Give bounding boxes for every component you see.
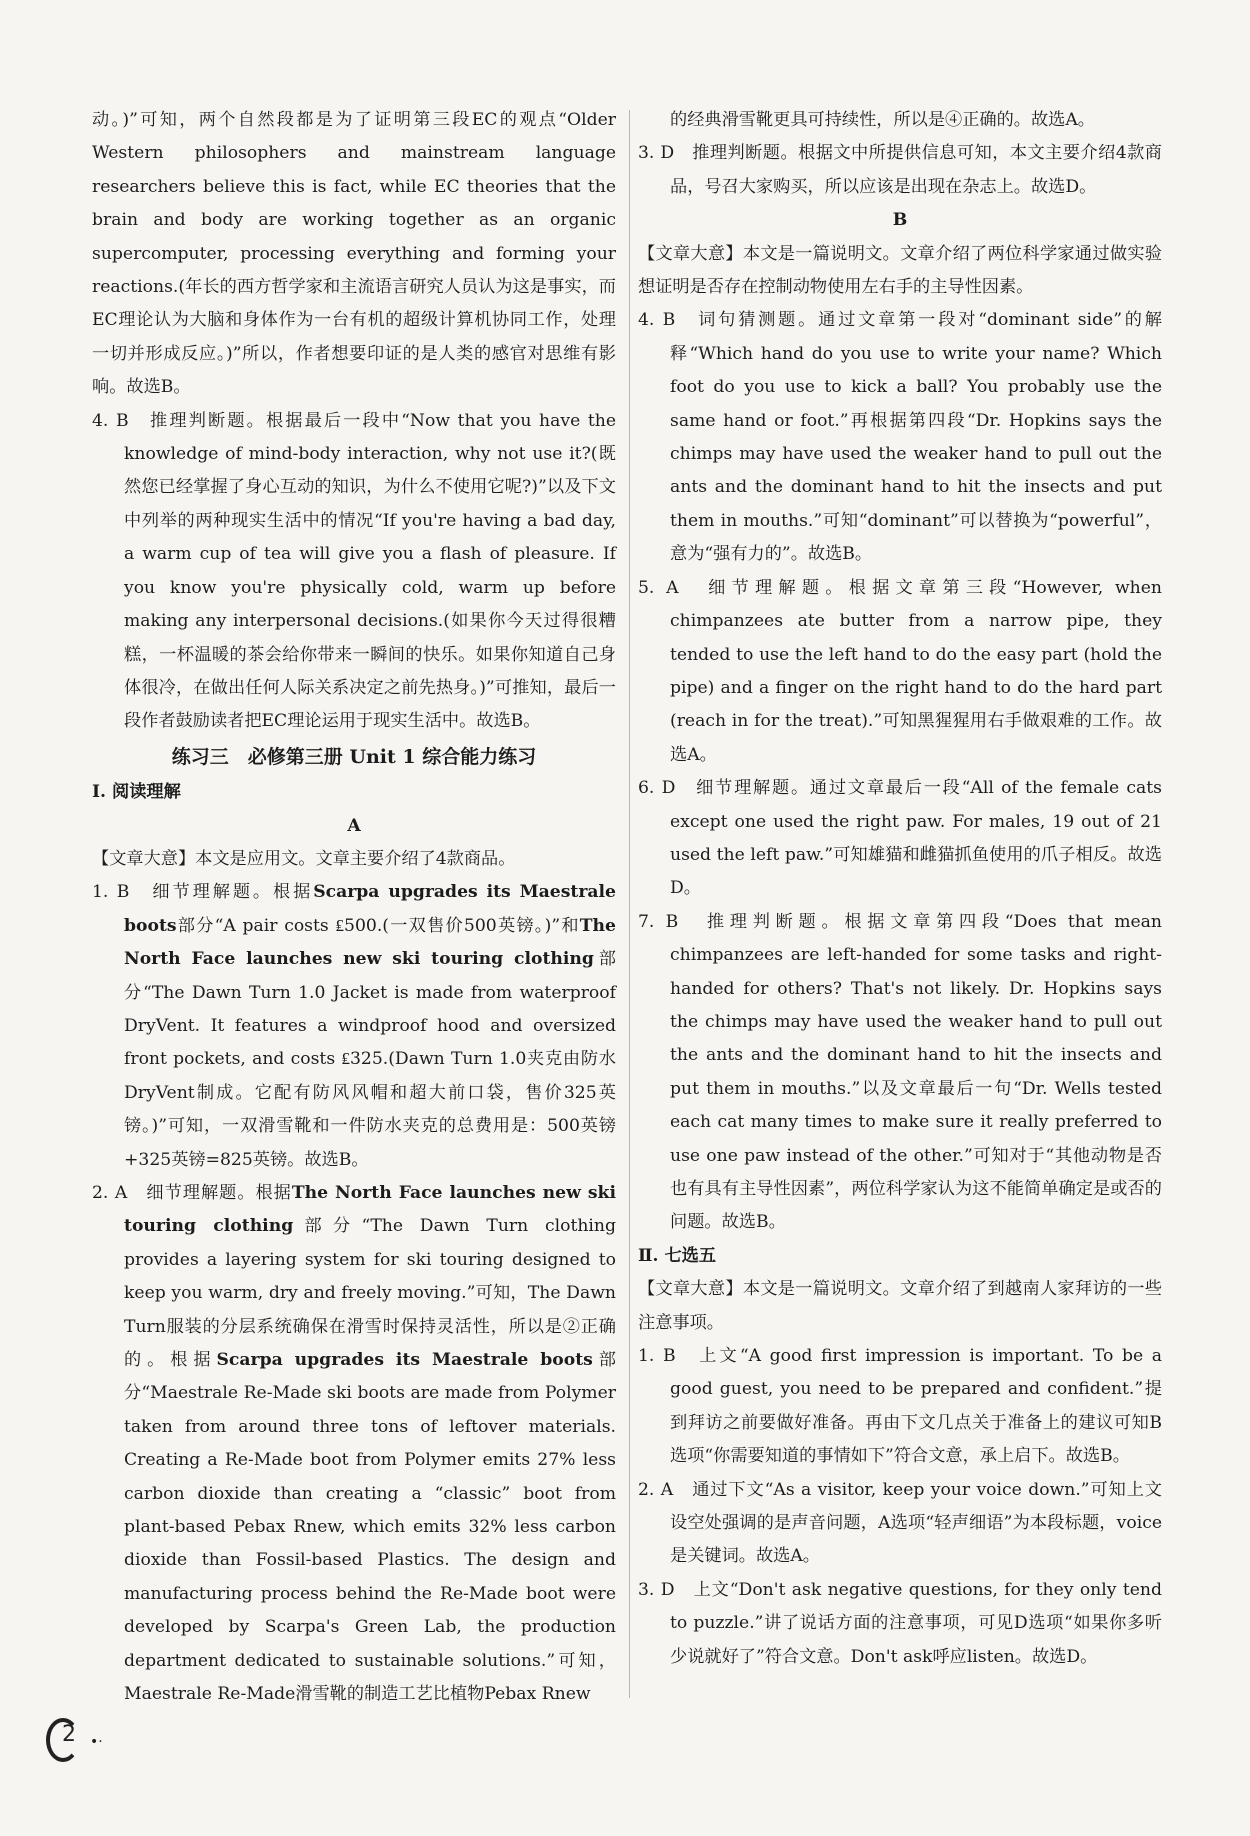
subsection-a-label: A — [347, 815, 361, 836]
part2-heading: Ⅱ. 七选五 — [638, 1245, 717, 1266]
answer-b5: 5. A 细节理解题。根据文章第三段“However, when chimpanzees ate butter from a narrow pipe, they tended to use the left hand to do the easy part (hold the pipe) and a finger on the right hand to do the hard part (reach in for the treat).”可知黑猩猩用右手做艰难的工作。故选A。 — [638, 577, 1162, 765]
dots-icon: •· — [90, 1734, 103, 1750]
summary-a: 【文章大意】本文是应用文。文章主要介绍了4款商品。 — [92, 848, 516, 869]
subsection-b-label: B — [892, 210, 908, 231]
page-number: 2 — [62, 1722, 76, 1747]
answer-s3: 3. D 上文“Don't ask negative questions, for they only tend to puzzle.”讲了说话方面的注意事项，可见D选项“如果你多听少说就好了”符合文意。Don't ask呼应listen。故选D。 — [638, 1579, 1162, 1667]
answer-b4: 4. B 词句猜测题。通过文章第一段对“dominant side”的解释“Which hand do you use to write your name? Which foot do you use to kick a ball? You probably use the same hand or foot.”再根据第四段“Dr. Hopkins says the chimps may have used the weaker hand to pull out the ants and the dominant hand to hit the insects and put them in mouths.”可知“dominant”可以替换为“powerful”，意为“强有力的”。故选B。 — [638, 310, 1162, 565]
answer-a2: 2. A 细节理解题。根据The North Face launches new ski touring clothing部分“The Dawn Turn clothing provides a layering system for ski touring designed to keep you warm, dry and freely moving.”可知，The Dawn Turn服装的分层系统确保在滑雪时保持灵活性，所以是②正确的。根据Scarpa upgrades its Maestrale boots部分“Maestrale Re-Made ski boots are made from Polymer taken from around three tons of leftover materials. Creating a Re-Made boot from Polymer emits 27% less carbon dioxide than creating a “classic” boot from plant-based Pebax Rnew, which emits 32% less carbon dioxide than Fossil-based Plastics. The design and manufacturing process behind the Re-Made boot were developed by Scarpa's Green Lab, the production department dedicated to sustainable solutions.”可知，Maestrale Re-Made滑雪靴的制造工艺比植物Pebax Rnew — [92, 1183, 616, 1705]
answer-a3: 3. D 推理判断题。根据文中所提供信息可知，本文主要介绍4款商品，号召大家购买，所以应该是出现在杂志上。故选D。 — [638, 143, 1162, 197]
answer-s2: 2. A 通过下文“As a visitor, keep your voice down.”可知上文设空处强调的是声音问题，A选项“轻声细语”为本段标题，voice是关键词。故选A。 — [638, 1479, 1162, 1567]
left-column — [92, 104, 616, 1712]
summary-b: 【文章大意】本文是一篇说明文。文章介绍了两位科学家通过做实验想证明是否存在控制动物使用左右手的主导性因素。 — [638, 243, 1162, 298]
part1-heading: Ⅰ. 阅读理解 — [92, 782, 181, 803]
summary-part2: 【文章大意】本文是一篇说明文。文章介绍了到越南人家拜访的一些注意事项。 — [638, 1279, 1162, 1333]
answer-b7: 7. B 推理判断题。根据文章第四段“Does that mean chimpanzees are left-handed for some tasks and right-handed for others? That's not likely. Dr. Hopkins says the chimps may have used the weaker hand to pull out the ants and the dominant hand to hit the insects and put them in mouths.”以及文章最后一句“Dr. Wells tested each cat many times to make sure it really preferred to use one paw instead of the other.”可知对于“其他动物是否也有具有主导性因素”，两位科学家认为这不能简单确定是或否的问题。故选B。 — [638, 911, 1162, 1233]
right-continuation-paragraph: 的经典滑雪靴更具可持续性，所以是④正确的。故选A。 — [670, 110, 1095, 130]
left-continuation-paragraph: 动。)”可知，两个自然段都是为了证明第三段EC的观点“Older Western philosophers and mainstream language researchers believe this is fact, while EC theories that the brain and body are working together as an organic supercomputer, processing everything and forming your reactions.(年长的西方哲学家和主流语言研究人员认为这是事实，而EC理论认为大脑和身体作为一台有机的超级计算机协同工作，处理一切并形成反应。)”所以，作者想要印证的是人类的感官对思维有影响。故选B。 — [92, 110, 616, 398]
answer-b6: 6. D 细节理解题。通过文章最后一段“All of the female cats except one used the right paw. For males, 19 out of 21 used the left paw.”可知雄猫和雌猫抓鱼使用的爪子相反。故选D。 — [638, 778, 1162, 899]
page-footer — [46, 1718, 103, 1762]
answer-s1: 1. B 上文“A good first impression is important. To be a good guest, you need to be prepared and confident.”提到拜访之前要做好准备。再由下文几点关于准备上的建议可知B选项“你需要知道的事情如下”符合文意，承上启下。故选B。 — [638, 1346, 1162, 1467]
left-answer-4: 4. B 推理判断题。根据最后一段中“Now that you have the knowledge of mind-body interaction, why not use it?(既然您已经掌握了身心互动的知识，为什么不使用它呢?)”以及下文中列举的两种现实生活中的情况“If you're having a bad day, a warm cup of tea will give you a flash of pleasure. If you know you're physically cold, warm up before making any interpersonal decisions.(如果你今天过得很糟糕，一杯温暖的茶会给你带来一瞬间的快乐。如果你知道自己身体很冷，在做出任何人际关系决定之前先热身。)”可推知，最后一段作者鼓励读者把EC理论运用于现实生活中。故选B。 — [92, 410, 616, 732]
column-divider — [629, 110, 630, 1698]
answer-a1: 1. B 细节理解题。根据Scarpa upgrades its Maestrale boots部分“A pair costs ₤500.(一双售价500英镑。)”和The North Face launches new ski touring clothing部分“The Dawn Turn 1.0 Jacket is made from waterproof DryVent. It features a windproof hood and oversized front pockets, and costs ₤325.(Dawn Turn 1.0夹克由防水DryVent制成。它配有防风风帽和超大前口袋，售价325英镑。)”可知，一双滑雪靴和一件防水夹克的总费用是：500英镑+325英镑=825英镑。故选B。 — [92, 882, 616, 1170]
section-title: 练习三 必修第三册 Unit 1 综合能力练习 — [171, 745, 537, 768]
right-column — [638, 104, 1162, 1674]
